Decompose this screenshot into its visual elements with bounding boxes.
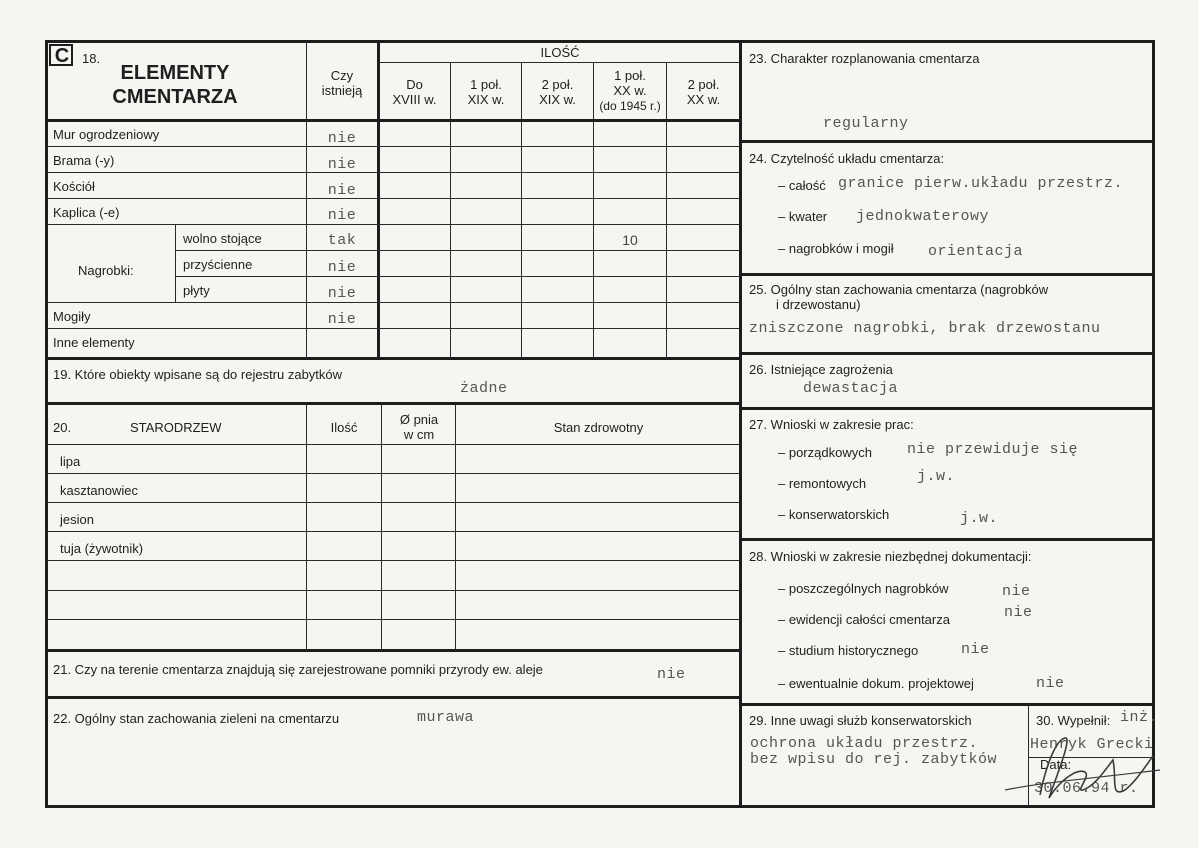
period-5-l1: 2 poł. (687, 77, 720, 92)
section-number: 18. (82, 51, 101, 66)
row-label-mogily: Mogiły (53, 309, 91, 324)
row-line (176, 276, 740, 277)
q24-item-nagrobkow: – nagrobków i mogił (778, 241, 894, 256)
value-wolno-count: 10 (622, 232, 638, 248)
row-line (47, 619, 740, 620)
row-line (47, 224, 740, 225)
q21-value: nie (657, 666, 686, 683)
col-divider (306, 43, 307, 358)
col-divider (455, 405, 456, 649)
tree-kasztanowiec: kasztanowiec (60, 483, 139, 498)
q24-label: 24. Czytelność układu cmentarza: (749, 151, 945, 166)
czy-header-2: istnieją (321, 83, 363, 98)
q27-item-konserwatorskich: – konserwatorskich (778, 507, 890, 522)
section-title-line2: CMENTARZA (112, 86, 238, 108)
q28-item-studium: – studium historycznego (778, 643, 919, 658)
q20-col-stan: Stan zdrowotny (553, 420, 644, 435)
row-label-plyty: płyty (183, 283, 210, 298)
q30-date: 30.06.94 r. (1034, 780, 1139, 797)
value-brama: nie (327, 156, 357, 173)
q23-value: regularny (823, 115, 909, 132)
ilosc-divider (379, 62, 741, 63)
q28-item-nagrobkow: – poszczególnych nagrobków (778, 581, 949, 596)
period-2-l2: XIX w. (467, 92, 505, 107)
q29-value-2: bez wpisu do rej. zabytków (750, 751, 998, 768)
q30-label: 30. Wypełnił: (1036, 713, 1111, 728)
row-line (47, 198, 740, 199)
q28-label: 28. Wnioski w zakresie niezbędnej dokumentacji: (749, 549, 1032, 564)
value-wolno: tak (327, 232, 357, 249)
value-mur: nie (327, 130, 357, 147)
row-line (47, 531, 740, 532)
q25-label-1: 25. Ogólny stan zachowania cmentarza (nagrobków (749, 282, 1049, 297)
q27-value-konserwatorskich: j.w. (960, 510, 999, 527)
period-1-l1: Do (406, 77, 423, 92)
q27-value-remontowych: j.w. (917, 468, 956, 485)
q28-item-projektowej: – ewentualnie dokum. projektowej (778, 676, 974, 691)
period-3-l1: 2 poł. (541, 77, 574, 92)
q19-value: żadne (460, 380, 508, 397)
row-line (47, 560, 740, 561)
value-kaplica: nie (327, 207, 357, 224)
q24-value-kwater: jednokwaterowy (856, 208, 990, 225)
row-label-kosciol: Kościół (53, 179, 95, 194)
q28-item-ewidencji: – ewidencji całości cmentarza (778, 612, 950, 627)
period-4-l3: (do 1945 r.) (599, 99, 661, 113)
value-plyty: nie (327, 285, 357, 302)
q25-label-2: i drzewostanu) (776, 297, 861, 312)
row-label-mur: Mur ogrodzeniowy (53, 127, 160, 142)
row-line (47, 502, 740, 503)
q22-value: murawa (417, 709, 475, 726)
row-line (47, 328, 740, 329)
row-line (47, 146, 740, 147)
q20-number: 20. (53, 420, 72, 435)
q27-value-porzadkowych: nie przewiduje się (907, 441, 1079, 458)
row-line (47, 172, 740, 173)
header-bottom (45, 119, 742, 122)
tree-jesion: jesion (60, 512, 94, 527)
row-label-brama: Brama (-y) (53, 153, 115, 168)
q23-label: 23. Charakter rozplanowania cmentarza (749, 51, 980, 66)
section-title-line1: ELEMENTY (120, 62, 230, 84)
row-line (47, 473, 740, 474)
q27-item-porzadkowych: – porządkowych (778, 445, 872, 460)
q28-value-nagrobkow: nie (1002, 583, 1031, 600)
q26-value: dewastacja (803, 380, 899, 397)
value-mogily: nie (327, 311, 357, 328)
q30-title: inż. (1120, 709, 1159, 726)
q27-item-remontowych: – remontowych (778, 476, 867, 491)
q29-value-1: ochrona układu przestrz. (750, 735, 979, 752)
q30-name: Henryk Grecki (1030, 736, 1154, 753)
period-5-l2: XX w. (686, 92, 721, 107)
ilosc-header: ILOŚĆ (540, 45, 580, 60)
q26-label: 26. Istniejące zagrożenia (749, 362, 893, 377)
q28-value-ewidencji: nie (1004, 604, 1033, 621)
q21-label: 21. Czy na terenie cmentarza znajdują się zarejestrowane pomniki przyrody ew. aleje (53, 662, 543, 677)
row-label-wolno: wolno stojące (183, 231, 262, 246)
q24-item-kwater: – kwater (778, 209, 828, 224)
czy-header-1: Czy (330, 68, 354, 83)
q22-label: 22. Ogólny stan zachowania zieleni na cmentarzu (53, 711, 340, 726)
q20-col-ilosc: Ilość (330, 420, 358, 435)
q24-value-nagrobkow: orientacja (928, 243, 1024, 260)
q24-value-calosc: granice pierw.układu przestrz. (838, 175, 1124, 192)
row-label-inne: Inne elementy (53, 335, 135, 350)
q30-date-label: Data: (1040, 757, 1072, 772)
row-line (176, 250, 740, 251)
signature-mark (985, 720, 1170, 810)
period-1-l2: XVIII w. (392, 92, 437, 107)
section-letter: C (54, 45, 70, 67)
tree-tuja: tuja (żywotnik) (60, 541, 144, 556)
row-label-kaplica: Kaplica (-e) (53, 205, 120, 220)
q26-box (739, 352, 1155, 410)
row-line (47, 590, 740, 591)
row-line (47, 444, 740, 445)
q29-label: 29. Inne uwagi służb konserwatorskich (749, 713, 972, 728)
q25-value: zniszczone nagrobki, brak drzewostanu (749, 320, 1101, 337)
q24-item-calosc: – całość (778, 178, 826, 193)
q20-title: STARODRZEW (130, 420, 222, 435)
value-kosciol: nie (327, 182, 357, 199)
q20-col-pnia-1: Ø pnia (399, 412, 439, 427)
period-4-l2: XX w. (613, 83, 647, 98)
col-divider (306, 405, 307, 649)
period-4-l1: 1 poł. (614, 68, 646, 83)
nagrobki-label: Nagrobki: (78, 263, 134, 278)
q20-col-pnia-2: w cm (403, 427, 435, 442)
tree-lipa: lipa (60, 454, 81, 469)
q28-value-projektowej: nie (1036, 675, 1065, 692)
col-divider (381, 405, 382, 649)
row-label-przyscienne: przyścienne (183, 257, 253, 272)
row-line (47, 302, 740, 303)
period-3-l2: XIX w. (539, 92, 576, 107)
nagrobki-divider (175, 224, 176, 302)
period-2-l1: 1 poł. (470, 77, 502, 92)
q28-value-studium: nie (961, 641, 990, 658)
q19-label: 19. Które obiekty wpisane są do rejestru zabytków (53, 367, 343, 382)
q27-label: 27. Wnioski w zakresie prac: (749, 417, 914, 432)
value-przyscienne: nie (327, 259, 357, 276)
